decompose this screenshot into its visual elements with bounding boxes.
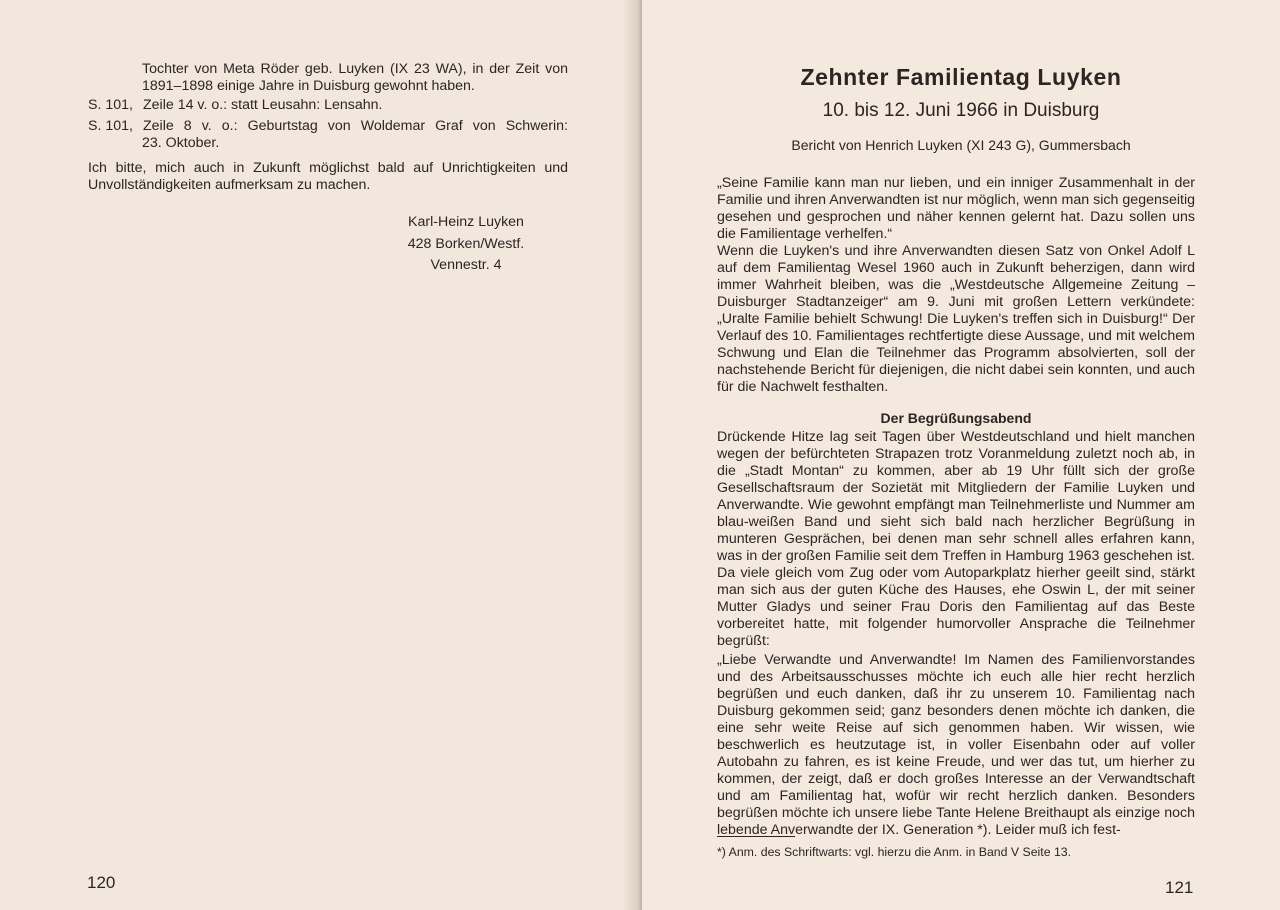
signature-city: 428 Borken/Westf. bbox=[407, 236, 525, 252]
body-paragraph: Wenn die Luyken's und ihre Anverwandten diesen Satz von Onkel Adolf L auf dem Familientag Wesel 1960 auch in Zukunft beherzigen, dann wird immer Wahrheit bleiben, was die „Westdeutsche Allgemeine Zeitung – Duisburger Stadtanzeiger“ am 9. Juni mit großen Lettern verkündete: „Uralte Familie behielt Schwung! Die Luyken's treffen sich in Duisburg!“ Der Verlauf des 10. Familientages rechtfertigte diese Aussage, und mit welchem Schwung und Elan die Teilnehmer das Programm absolvierten, soll der nachstehende Bericht für diejenigen, die nicht dabei sein konnten, und auch für die Nachwelt festhalten. bbox=[717, 243, 1195, 395]
article-body bbox=[717, 175, 1195, 839]
article-byline: Bericht von Henrich Luyken (XI 243 G), Gummersbach bbox=[791, 137, 1131, 153]
page-number: 121 bbox=[1165, 878, 1194, 897]
signature-street: Vennestr. 4 bbox=[430, 257, 502, 273]
section-heading: Der Begrüßungsabend bbox=[880, 410, 1032, 426]
article-title: Zehnter Familientag Luyken bbox=[800, 64, 1122, 90]
article-subtitle: 10. bis 12. Juni 1966 in Duisburg bbox=[822, 100, 1100, 121]
body-paragraph: Drückende Hitze lag seit Tagen über Westdeutschland und hielt manchen wegen der befürchteten Strapazen trotz Voranmeldung zuletzt noch ab, in die „Stadt Montan“ zu kommen, aber ab 19 Uhr füllt sich der große Gesellschaftsraum der Sozietät mit Mitgliedern der Familie Luyken und Anverwandte. Wie gewohnt empfängt man Teilnehmerliste und Nummer am blau-weißen Band und sieht sich bald nach herzlicher Begrüßung in munteren Gesprächen, bei denen man sehr schnell alles erfahren kann, was in der großen Familie seit dem Treffen in Hamburg 1963 geschehen ist. Da viele gleich vom Zug oder vom Autoparkplatz hierher geeilt sind, stärkt man sich aus der guten Küche des Hauses, ehe Oswin L, der mit seiner Mutter Gladys und seiner Frau Doris den Familientag auf das Beste vorbereitet hatte, mit folgender humorvoller Ansprache die Teilnehmer begrüßt: bbox=[717, 429, 1195, 649]
correction-item bbox=[88, 118, 568, 135]
signature-name: Karl-Heinz Luyken bbox=[408, 214, 524, 230]
body-paragraph: „Seine Familie kann man nur lieben, und ein inniger Zusammenhalt in der Familie und ihren Anverwandten ist nur möglich, wenn man sich gegenseitig gesehen und gesprochen und näher kennen gelernt hat. Dazu sollen uns die Familientage verhelfen.“ bbox=[717, 175, 1195, 242]
correction-text: Zeile 14 v. o.: statt Leusahn: Lensahn. bbox=[143, 97, 383, 113]
body-paragraph: „Liebe Verwandte und Anverwandte! Im Namen des Familienvorstandes und des Arbeitsausschusses möchte ich euch alle hier recht herzlich begrüßen und euch danken, daß ihr zu unserem 10. Familientag nach Duisburg gekommen seid; ganz besonders denen möchte ich danken, die eine sehr weite Reise auf sich genommen haben. Wir wissen, wie beschwerlich es heutzutage ist, in voller Eisenbahn oder auf voller Autobahn zu fahren, es ist keine Freude, und wer das tut, um hierher zu kommen, der zeigt, daß er doch großes Interesse an der Verwandtschaft und am Familientag hat, wofür wir recht herzlich danken. Besonders begrüßen möchte ich unsere liebe Tante Helene Breithaupt als einzige noch lebende Anverwandte der IX. Generation *). Leider muß ich fest- bbox=[717, 652, 1195, 838]
page-number: 120 bbox=[87, 873, 116, 892]
correction-label: S. 101, bbox=[88, 97, 133, 113]
correction-continuation: 23. Oktober. bbox=[142, 135, 220, 151]
correction-item bbox=[88, 97, 568, 114]
request-text: Ich bitte, mich auch in Zukunft möglichst bald auf Unrichtigkeiten und Unvollständigkeiten aufmerksam zu machen. bbox=[88, 160, 568, 193]
continuation-text: Tochter von Meta Röder geb. Luyken (IX 23 WA), in der Zeit von 1891–1898 einige Jahre in Duisburg gewohnt haben. bbox=[142, 61, 568, 94]
right-page bbox=[642, 0, 1280, 910]
correction-label: S. 101, bbox=[88, 118, 133, 134]
left-page bbox=[0, 0, 638, 910]
correction-text: Zeile 8 v. o.: Geburtstag von Woldemar Graf von Schwerin: bbox=[143, 118, 568, 134]
footnote: *) Anm. des Schriftwarts: vgl. hierzu die Anm. in Band V Seite 13. bbox=[717, 845, 1072, 859]
footnote-rule bbox=[717, 836, 795, 837]
